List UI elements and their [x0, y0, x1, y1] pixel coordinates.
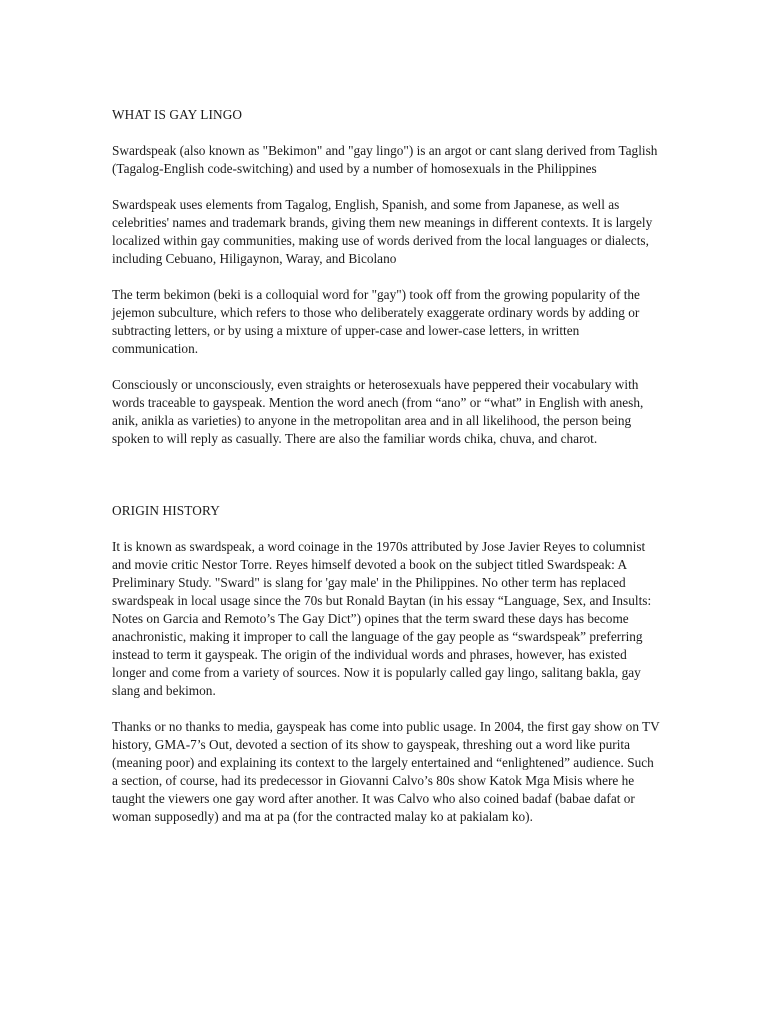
paragraph-origin: It is known as swardspeak, a word coinage in the 1970s attributed by Jose Javier Reyes to columnist and movie critic Nestor Torre. Reyes himself devoted a book on the subject titled Swardspeak: A Preliminary Study. "Sward" is slang for 'gay male' in the Philippines. No other term has replaced swardspeak in local usage since the 70s but Ronald Baytan (in his essay “Language, Sex, and Insults: Notes on Garcia and Remoto’s The Gay Dict”) opines that the term sward these days has become anachronistic, making it improper to call the language of the gay people as “swardspeak” preferring instead to term it gayspeak. The origin of the individual words and phrases, however, has existed longer and come from a variety of sources. Now it is popularly called gay lingo, salitang bakla, gay slang and bekimon.	[112, 539, 652, 698]
section-heading-what-is-gay-lingo: WHAT IS GAY LINGO	[112, 107, 243, 122]
paragraph-bekimon: The term bekimon (beki is a colloquial word for "gay") took off from the growing popularity of the jejemon subculture, which refers to those who deliberately exaggerate ordinary words by adding or subtracting letters, or by using a mixture of upper-case and lower-case letters, in written communication.	[112, 287, 640, 356]
paragraph-usage: Consciously or unconsciously, even straights or heterosexuals have peppered their vocabulary with words traceable to gayspeak. Mention the word anech (from “ano” or “what” in English with anesh, anik, anikla as varieties) to anyone in the metropolitan area and in all likelihood, the person being spoken to will reply as casually. There are also the familiar words chika, chuva, and charot.	[112, 377, 644, 446]
paragraph-definition: Swardspeak (also known as "Bekimon" and "gay lingo") is an argot or cant slang derived from Taglish (Tagalog-English code-switching) and used by a number of homosexuals in the Philippines	[112, 143, 658, 176]
paragraph-elements: Swardspeak uses elements from Tagalog, English, Spanish, and some from Japanese, as well as celebrities' names and trademark brands, giving them new meanings in different contexts. It is largely localized within gay communities, making use of words derived from the local languages or dialects, including Cebuano, Hiligaynon, Waray, and Bicolano	[112, 197, 653, 266]
section-heading-origin-history: ORIGIN HISTORY	[112, 503, 220, 518]
document-page	[112, 106, 660, 826]
paragraph-media: Thanks or no thanks to media, gayspeak has come into public usage. In 2004, the first gay show on TV history, GMA-7’s Out, devoted a section of its show to gayspeak, threshing out a word like purita (meaning poor) and explaining its context to the largely entertained and “enlightened” audience. Such a section, of course, had its predecessor in Giovanni Calvo’s 80s show Katok Mga Misis where he taught the viewers one gay word after another. It was Calvo who also coined badaf (babae dafat or woman supposedly) and ma at pa (for the contracted malay ko at pakialam ko).	[112, 719, 660, 824]
